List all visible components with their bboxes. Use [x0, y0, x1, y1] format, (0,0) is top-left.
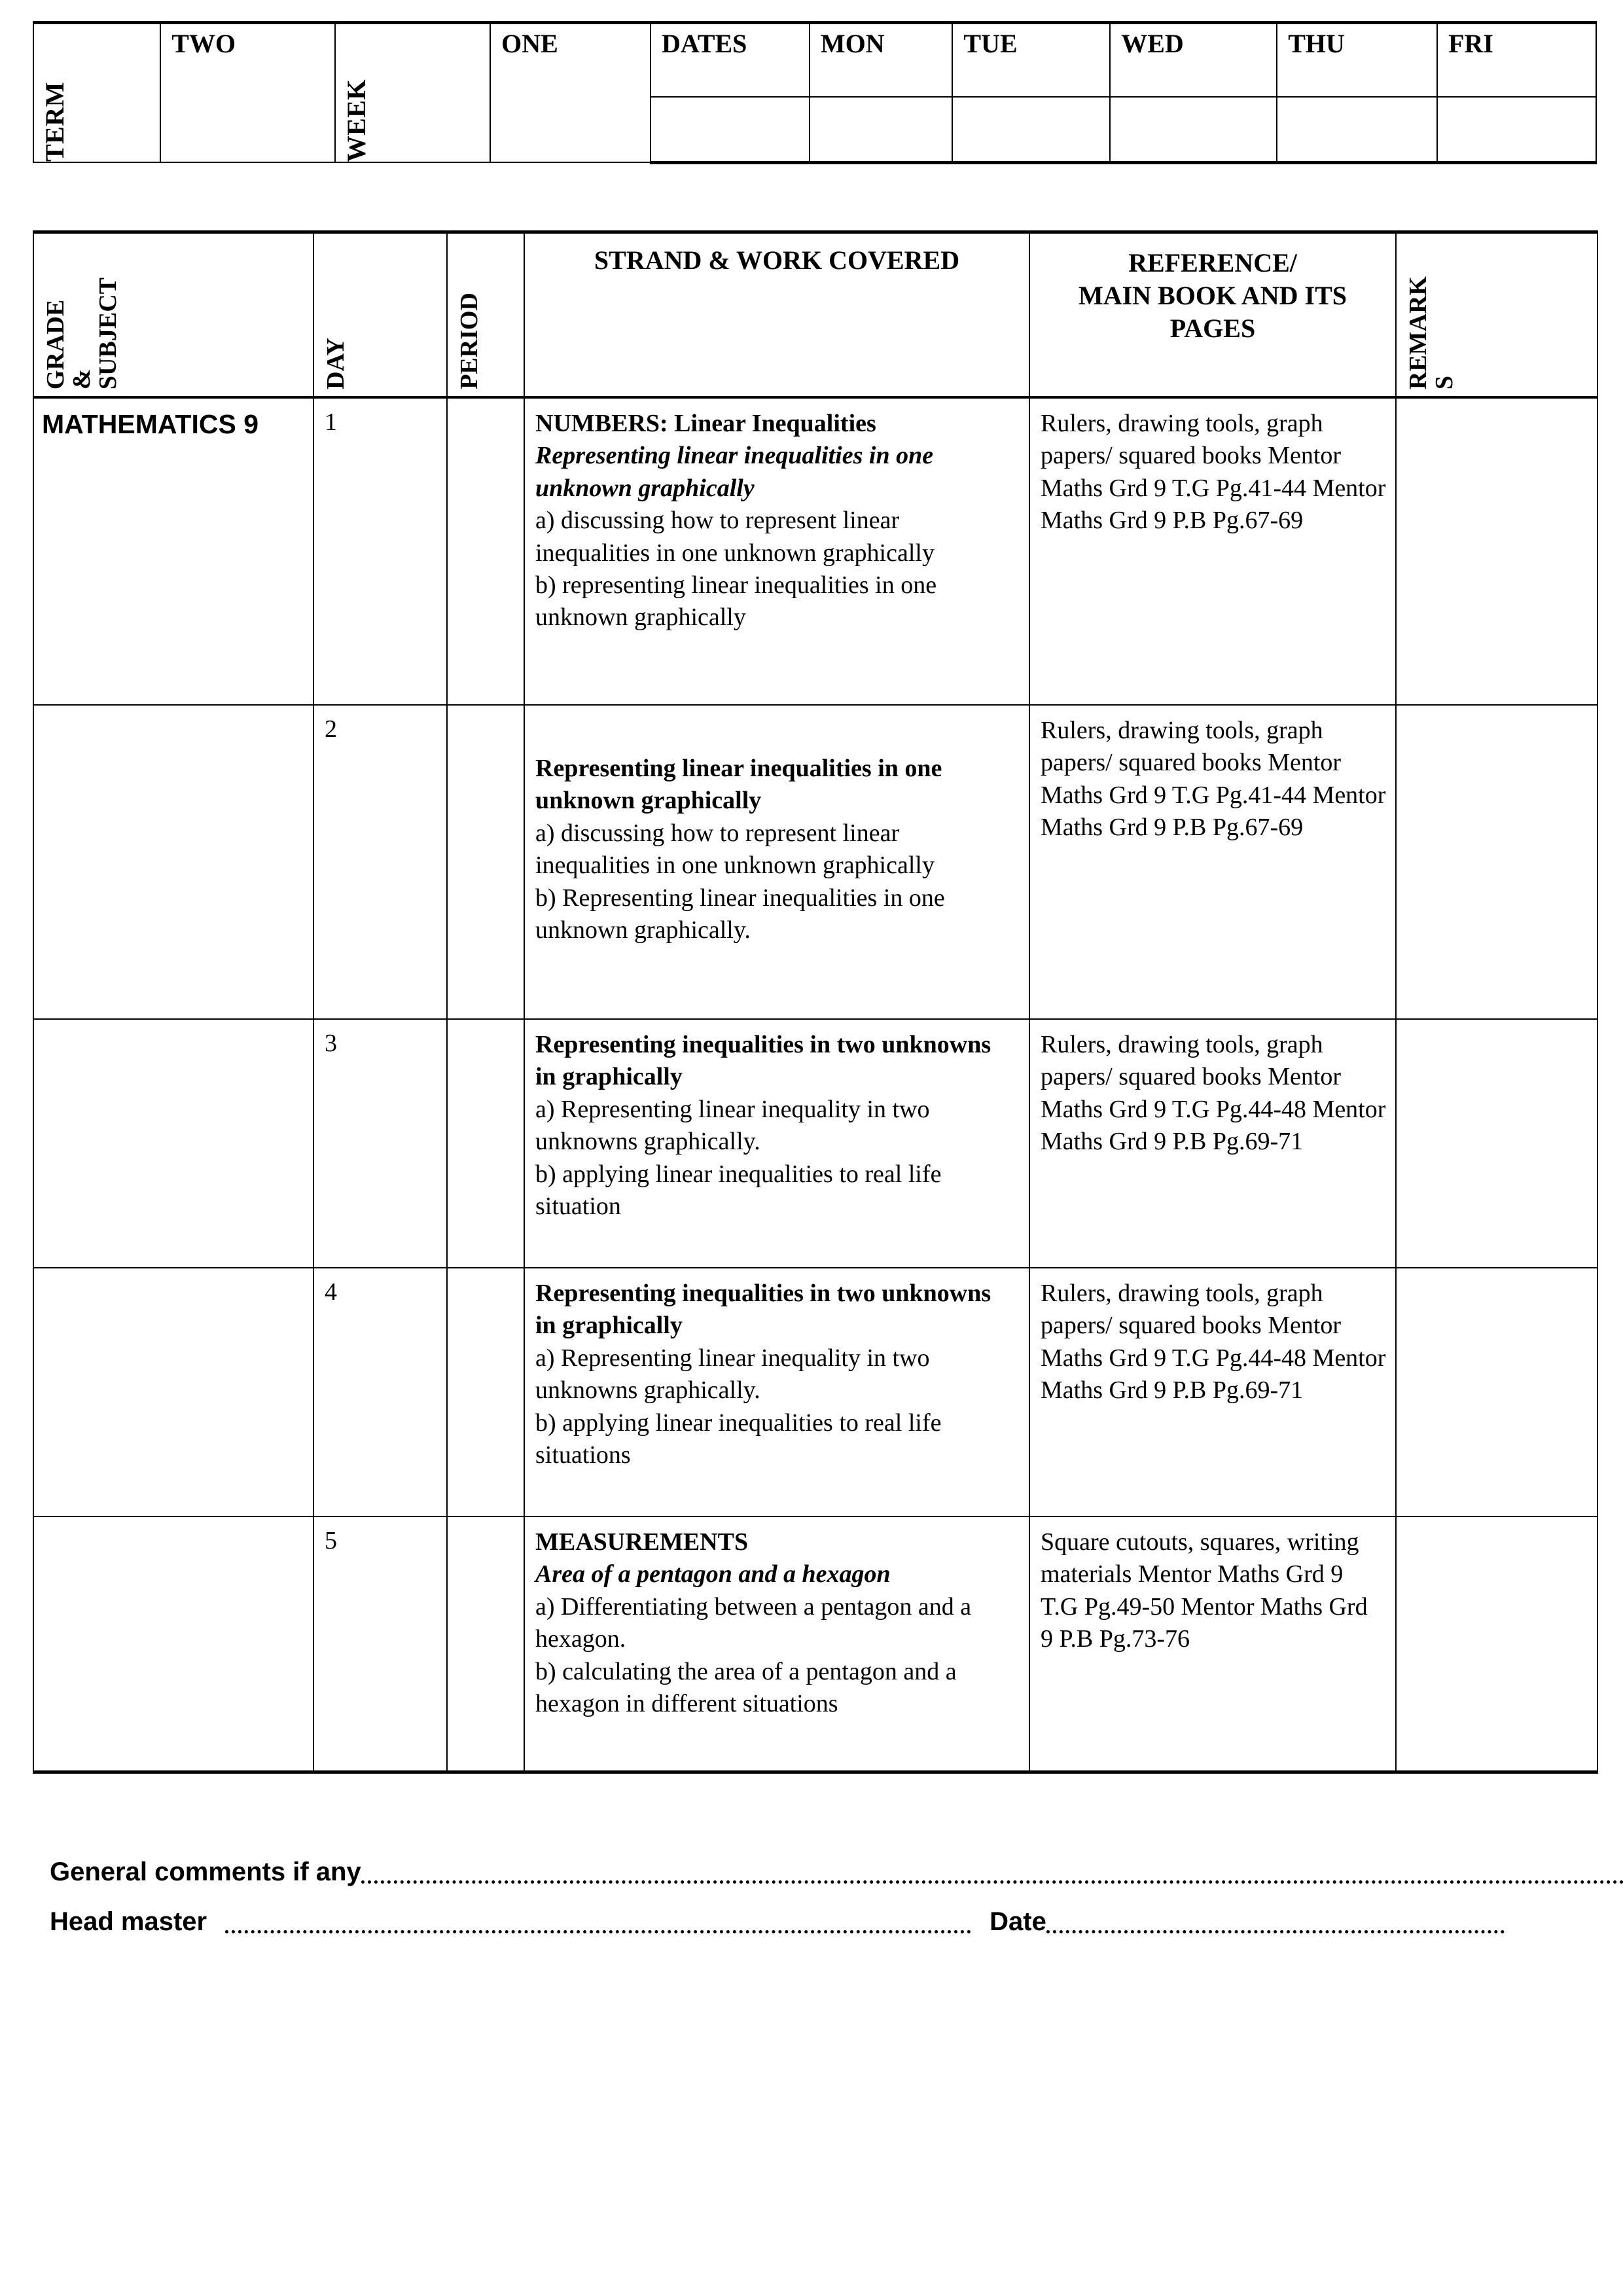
strand-line: b) representing linear inequalities in one unknown graphically	[535, 571, 937, 632]
table-row	[33, 397, 1597, 705]
wed-header-cell	[1110, 23, 1277, 98]
cell-remarks[interactable]	[1396, 1268, 1597, 1516]
cell-grade-subject[interactable]	[33, 705, 313, 1019]
strand-content	[525, 1020, 1029, 1233]
scheme-table-body	[33, 397, 1597, 1772]
table-row	[33, 1268, 1597, 1516]
strand-line: Representing inequalities in two unknowns in graphically	[535, 1031, 991, 1091]
remarks-value	[1397, 399, 1597, 412]
cell-day[interactable]	[313, 1019, 447, 1268]
cell-period[interactable]	[447, 705, 524, 1019]
week-value-cell[interactable]	[490, 23, 651, 163]
remarks-value	[1397, 1268, 1597, 1282]
week-rotated-wrap	[336, 24, 490, 162]
header-day-label: DAY	[322, 338, 349, 389]
thu-header-cell	[1277, 23, 1437, 98]
header-reference	[1029, 232, 1396, 398]
dates-header-cell	[651, 23, 810, 98]
tue-header-cell	[952, 23, 1110, 98]
remarks-value	[1397, 1020, 1597, 1033]
strand-content	[525, 399, 1029, 645]
strand-line: MEASUREMENTS	[535, 1528, 749, 1556]
thu-header-label: THU	[1288, 29, 1345, 58]
cell-strand[interactable]	[524, 1019, 1029, 1268]
cell-day[interactable]	[313, 397, 447, 705]
fri-header-label: FRI	[1448, 29, 1493, 58]
day-value: 1	[325, 408, 337, 436]
term-value: TWO	[171, 29, 236, 58]
mon-header-cell	[810, 23, 953, 98]
tue-value-cell[interactable]	[952, 97, 1110, 162]
term-label: TERM	[40, 82, 69, 162]
day-value: 2	[325, 715, 337, 743]
cell-remarks[interactable]	[1396, 397, 1597, 705]
cell-remarks[interactable]	[1396, 1516, 1597, 1772]
cell-period[interactable]	[447, 1268, 524, 1516]
header-period	[447, 232, 524, 398]
cell-day[interactable]	[313, 705, 447, 1019]
grade-subject-value	[34, 1517, 313, 1533]
strand-content	[525, 1517, 1029, 1731]
grade-subject-value: MATHEMATICS 9	[42, 409, 259, 439]
day-value: 4	[325, 1278, 337, 1306]
header-strand	[524, 232, 1029, 398]
term-rotated-wrap	[34, 24, 160, 162]
strand-line: a) Representing linear inequality in two unknowns graphically.	[535, 1095, 930, 1156]
period-rotated-wrap	[448, 234, 524, 396]
table-header-row	[33, 232, 1597, 398]
table-row	[33, 705, 1597, 1019]
dates-value	[651, 98, 809, 109]
cell-strand[interactable]	[524, 397, 1029, 705]
date-label: Date	[990, 1907, 1046, 1936]
scheme-of-work-table	[33, 230, 1598, 1774]
grade-subject-rotated-wrap	[34, 234, 313, 396]
date-input[interactable]	[1046, 1910, 1505, 1933]
strand-line: a) discussing how to represent linear inequalities in one unknown graphically	[535, 819, 935, 880]
reference-value: Square cutouts, squares, writing materials Mentor Maths Grd 9 T.G Pg.49-50 Mentor Maths Grd 9 P.B Pg.73-76	[1041, 1528, 1368, 1653]
strand-line: Representing linear inequalities in one unknown graphically	[535, 755, 942, 815]
thu-value	[1277, 98, 1436, 109]
strand-line: b) Representing linear inequalities in one unknown graphically.	[535, 884, 945, 944]
header-remarks-label: REMARK S	[1404, 276, 1458, 389]
remarks-value	[1397, 1517, 1597, 1530]
period-value	[448, 399, 524, 414]
general-comments-input[interactable]	[361, 1861, 1623, 1884]
wed-value-cell[interactable]	[1110, 97, 1277, 162]
week-value: ONE	[501, 29, 558, 58]
day-value: 3	[325, 1030, 337, 1057]
period-value	[448, 706, 524, 721]
wed-value	[1111, 98, 1276, 109]
strand-line: Representing inequalities in two unknowns in graphically	[535, 1280, 991, 1340]
head-master-input[interactable]	[225, 1910, 971, 1933]
strand-line: b) calculating the area of a pentagon and a hexagon in different situations	[535, 1657, 957, 1717]
period-value	[448, 1020, 524, 1035]
strand-line: NUMBERS: Linear Inequalities	[535, 410, 876, 437]
cell-grade-subject[interactable]	[33, 1268, 313, 1516]
cell-reference[interactable]	[1029, 1516, 1396, 1772]
mon-value-cell[interactable]	[810, 97, 953, 162]
general-comments-row	[50, 1859, 1575, 1885]
fri-header-cell	[1437, 23, 1596, 98]
cell-day[interactable]	[313, 1516, 447, 1772]
cell-strand[interactable]	[524, 1516, 1029, 1772]
term-label-cell	[33, 23, 160, 163]
cell-reference[interactable]	[1029, 1268, 1396, 1516]
cell-strand[interactable]	[524, 1268, 1029, 1516]
cell-reference[interactable]	[1029, 705, 1396, 1019]
strand-line: Area of a pentagon and a hexagon	[535, 1560, 891, 1588]
strand-line: a) discussing how to represent linear inequalities in one unknown graphically	[535, 507, 935, 567]
week-label-cell	[335, 23, 490, 163]
cell-period[interactable]	[447, 397, 524, 705]
wed-header-label: WED	[1121, 29, 1184, 58]
cell-reference[interactable]	[1029, 397, 1396, 705]
strand-line: b) applying linear inequalities to real life situation	[535, 1160, 942, 1220]
strand-line: b) applying linear inequalities to real life situations	[535, 1408, 942, 1469]
mon-value	[810, 98, 952, 109]
remarks-value	[1397, 706, 1597, 719]
term-week-header-table	[33, 21, 1597, 164]
term-value-cell[interactable]	[160, 23, 335, 163]
fri-value-cell[interactable]	[1437, 97, 1596, 162]
general-comments-label: General comments if any	[50, 1857, 361, 1886]
strand-content	[525, 1268, 1029, 1482]
header-day	[313, 232, 447, 398]
table-row	[33, 1516, 1597, 1772]
header-strand-label: STRAND & WORK COVERED	[594, 245, 960, 275]
header-reference-label: REFERENCE/ MAIN BOOK AND ITS PAGES	[1078, 248, 1347, 343]
mon-header-label: MON	[820, 29, 885, 58]
cell-grade-subject[interactable]	[33, 1019, 313, 1268]
thu-value-cell[interactable]	[1277, 97, 1437, 162]
cell-remarks[interactable]	[1396, 1019, 1597, 1268]
cell-period[interactable]	[447, 1516, 524, 1772]
header-remarks	[1396, 232, 1597, 398]
cell-strand[interactable]	[524, 705, 1029, 1019]
grade-subject-value	[34, 1020, 313, 1035]
dates-value-cell[interactable]	[651, 97, 810, 162]
tue-value	[953, 98, 1109, 109]
grade-subject-value	[34, 1268, 313, 1284]
tue-header-label: TUE	[963, 29, 1018, 58]
cell-remarks[interactable]	[1396, 705, 1597, 1019]
remarks-rotated-wrap	[1397, 234, 1597, 396]
period-value	[448, 1517, 524, 1533]
period-value	[448, 1268, 524, 1284]
reference-value: Rulers, drawing tools, graph papers/ squared books Mentor Maths Grd 9 T.G Pg.44-48 Mentor Maths Grd 9 P.B Pg.69-71	[1041, 1031, 1386, 1156]
header-grade-subject-label: GRADE & SUBJECT	[42, 277, 122, 389]
head-master-date-row	[50, 1909, 1575, 1935]
strand-content	[525, 706, 1029, 957]
cell-period[interactable]	[447, 1019, 524, 1268]
head-master-label: Head master	[50, 1907, 207, 1936]
grade-subject-value	[34, 706, 313, 721]
header-grade-subject	[33, 232, 313, 398]
dates-header-label: DATES	[662, 29, 747, 58]
header-period-label: PERIOD	[455, 293, 483, 389]
day-rotated-wrap	[314, 234, 446, 396]
week-label: WEEK	[342, 79, 372, 162]
strand-line: a) Differentiating between a pentagon and a hexagon.	[535, 1592, 972, 1653]
cell-reference[interactable]	[1029, 1019, 1396, 1268]
cell-grade-subject[interactable]	[33, 1516, 313, 1772]
table-row	[33, 1019, 1597, 1268]
cell-day[interactable]	[313, 1268, 447, 1516]
cell-grade-subject[interactable]	[33, 397, 313, 705]
day-value: 5	[325, 1527, 337, 1554]
strand-line: Representing linear inequalities in one unknown graphically	[535, 442, 934, 502]
reference-value: Rulers, drawing tools, graph papers/ squared books Mentor Maths Grd 9 T.G Pg.44-48 Mentor Maths Grd 9 P.B Pg.69-71	[1041, 1280, 1386, 1405]
reference-value: Rulers, drawing tools, graph papers/ squared books Mentor Maths Grd 9 T.G Pg.41-44 Mentor Maths Grd 9 P.B Pg.67-69	[1041, 410, 1386, 535]
strand-line: a) Representing linear inequality in two unknowns graphically.	[535, 1344, 930, 1405]
reference-value: Rulers, drawing tools, graph papers/ squared books Mentor Maths Grd 9 T.G Pg.41-44 Mentor Maths Grd 9 P.B Pg.67-69	[1041, 717, 1386, 842]
footer-signature-block	[50, 1859, 1575, 1958]
fri-value	[1438, 98, 1596, 109]
